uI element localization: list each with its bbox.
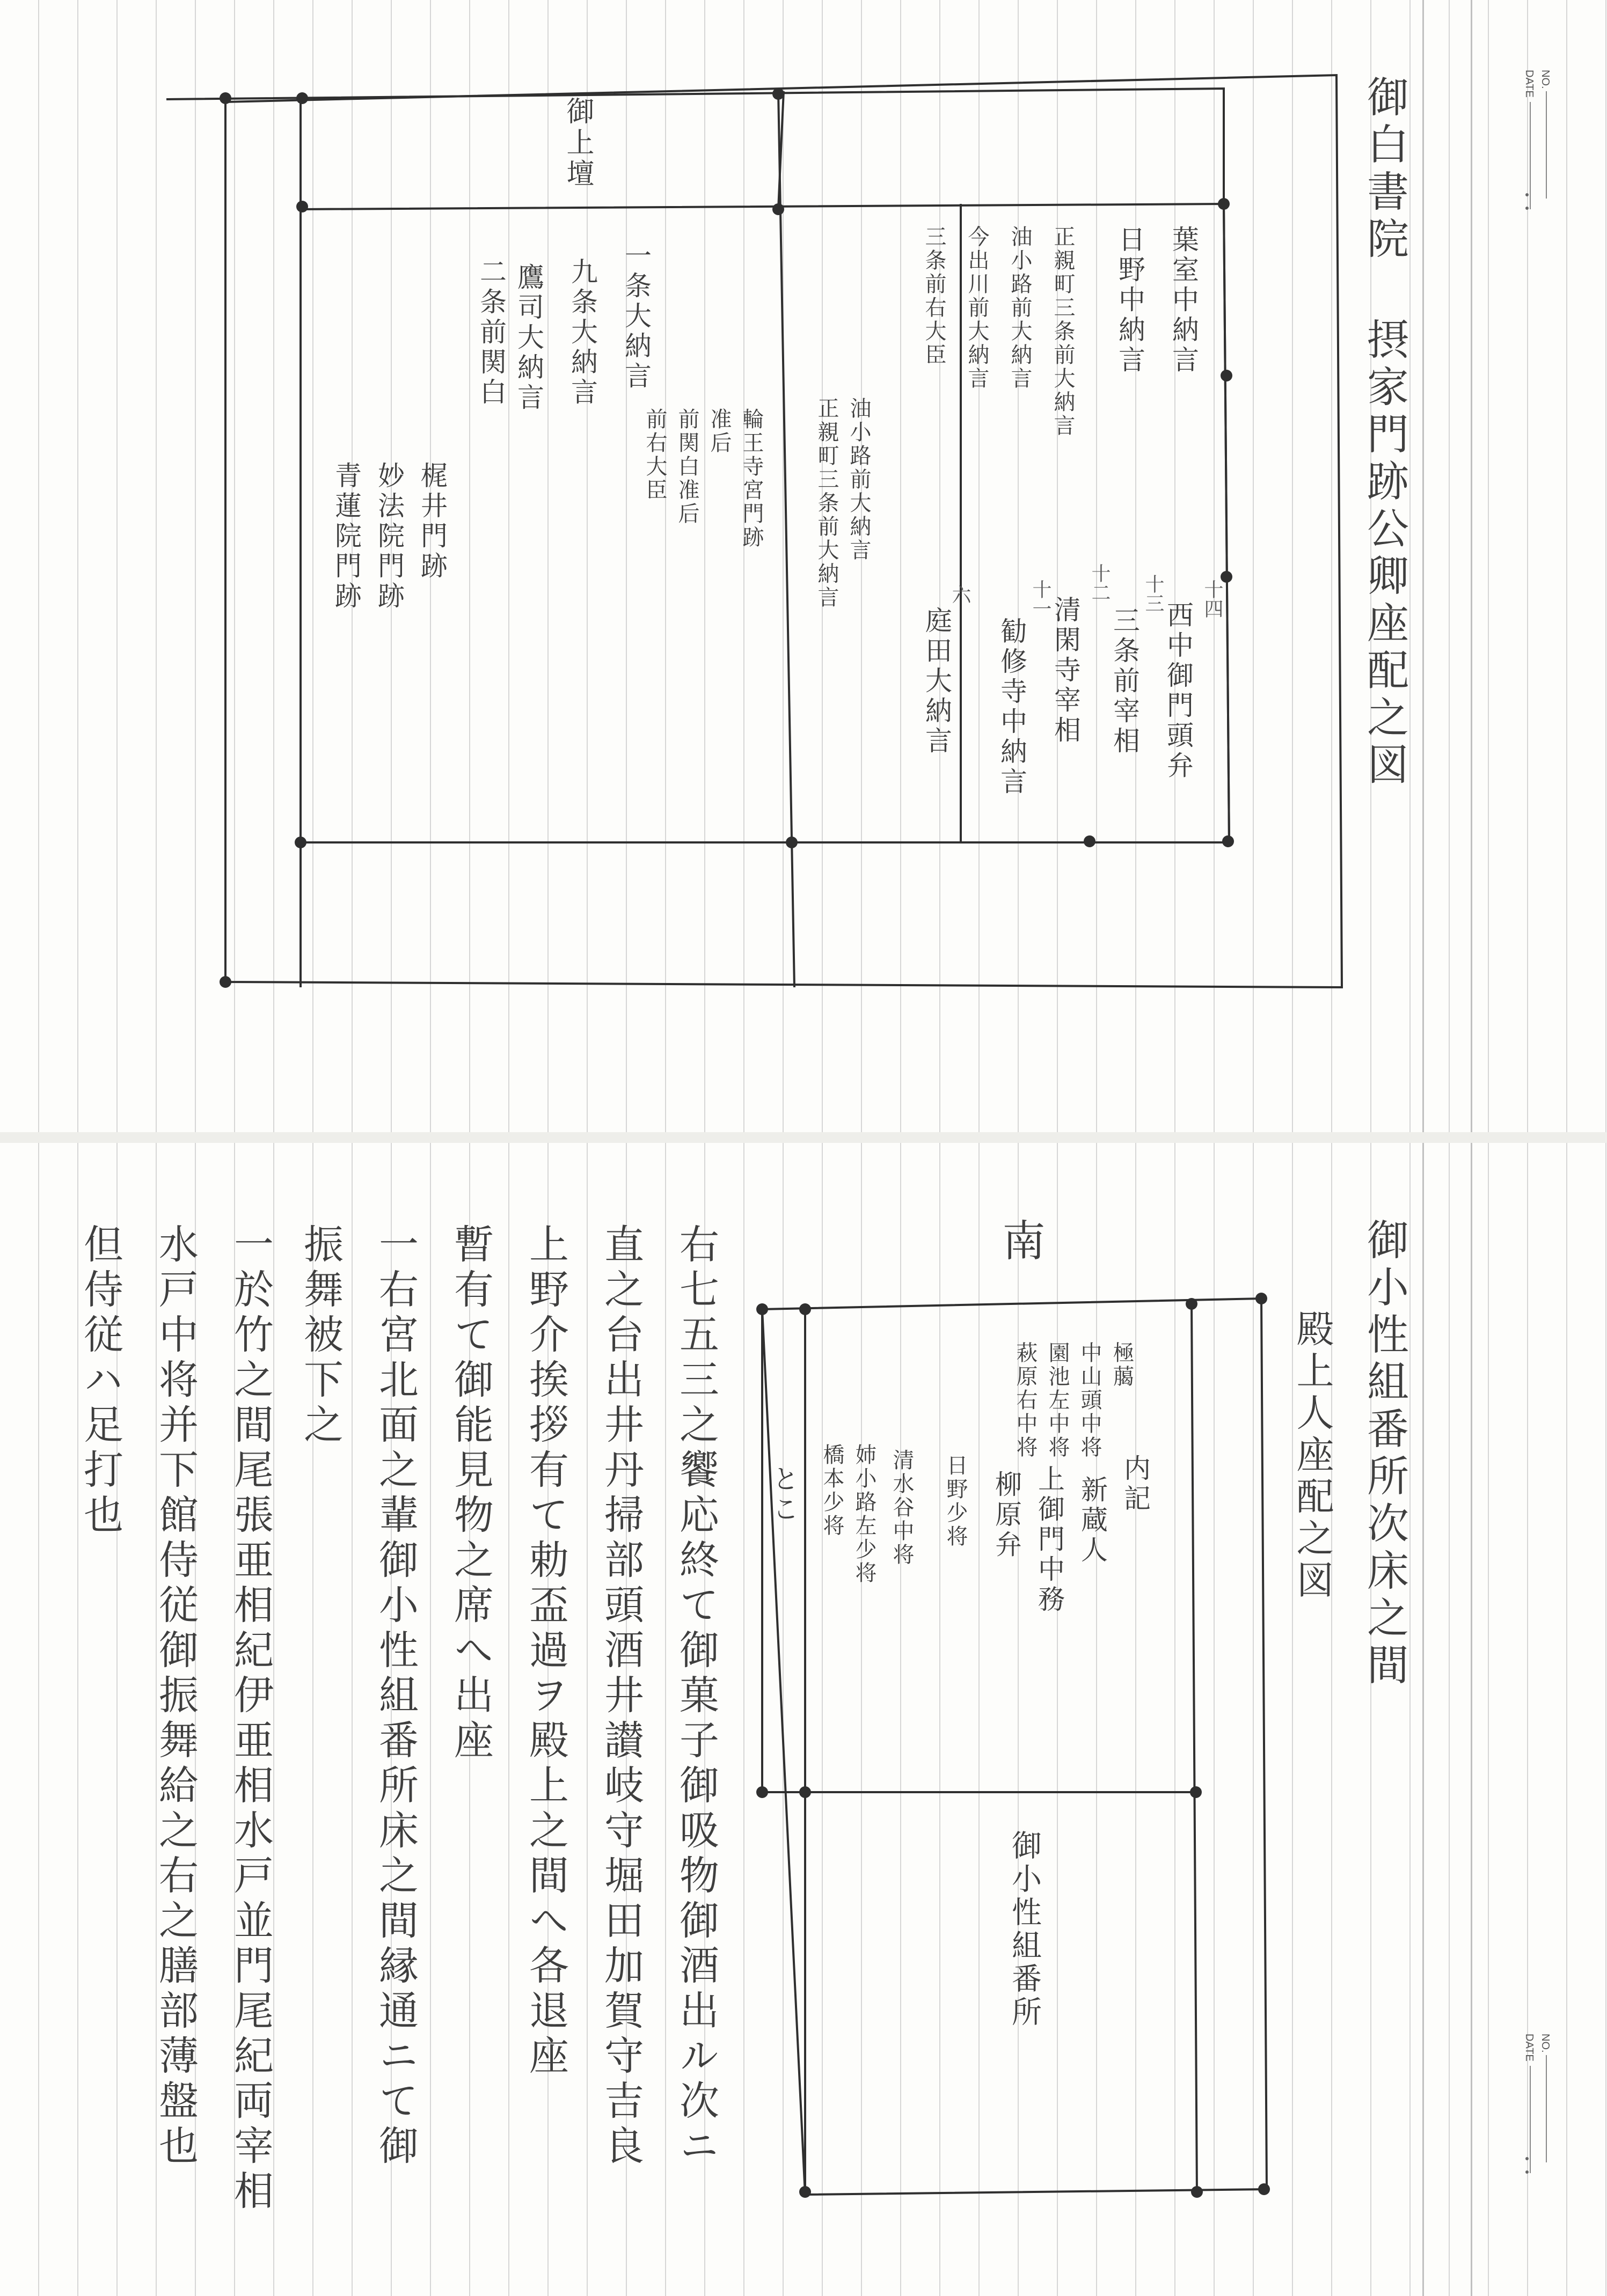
seat-name: 葉室中納言 (1168, 225, 1199, 376)
date-dot (1525, 2170, 1529, 2174)
seat-name: 准后 (707, 408, 732, 455)
page-subtitle: 殿上人座配之図 (1290, 1309, 1334, 1602)
date-dot (1525, 2157, 1529, 2160)
corner-node (1218, 198, 1230, 210)
page-header (1492, 59, 1557, 231)
seat-name: 中山頭中将 (1077, 1341, 1102, 1459)
top-extension (166, 89, 1224, 204)
corner-node (220, 976, 231, 988)
date-label: DATE (1523, 2034, 1535, 2062)
body-text-column: 振舞被下之 (297, 1223, 344, 1449)
seat-name: 青蓮院門跡 (331, 461, 362, 612)
seat-name: 橋本少将 (820, 1443, 844, 1538)
corner-node (296, 92, 308, 104)
body-text-column: 水戸中将并下館侍従御振舞給之右之膳部薄盤也 (152, 1223, 199, 2170)
body-text-column: 上野介挨拶有て勅盃過ヲ殿上之間へ各退座 (523, 1223, 569, 2080)
body-text-column: 一於竹之間尾張亜相紀伊亜相水戸並門尾紀両宰相 (228, 1223, 274, 2215)
seat-name: 内記 (1120, 1454, 1151, 1514)
corner-node (786, 837, 798, 848)
body-text-column: 右七五三之饗応終て御菓子御吸物御酒出ル次ニ (673, 1223, 719, 2170)
seat-name: 清水谷中将 (889, 1449, 914, 1567)
corner-node (799, 1786, 811, 1798)
seat-name: 勧修寺中納言 (996, 617, 1027, 797)
corner-node (799, 1303, 811, 1315)
margin-line (1471, 0, 1472, 1132)
seat-name: 清閑寺宰相 (1050, 596, 1081, 746)
seat-name: 三条前右大臣 (922, 225, 946, 367)
margin-line (1422, 0, 1424, 1132)
seat-number: 十二 (1089, 563, 1111, 602)
seat-name: 二条前関白 (476, 258, 507, 408)
seat-name: 日野少将 (943, 1454, 968, 1549)
room-label: 御小性組番所 (1007, 1830, 1042, 2029)
seat-number: 十四 (1201, 579, 1223, 618)
seat-name: 正親町三条前大納言 (1050, 225, 1075, 438)
corner-node (1191, 2186, 1203, 2198)
throne-label: 御上壇 (561, 97, 594, 190)
seat-number: 六 (949, 585, 971, 604)
header-rule (1530, 102, 1531, 209)
seat-name: 鷹司大納言 (513, 263, 544, 413)
header-rule (1530, 2066, 1531, 2173)
seat-name: 新蔵人 (1077, 1476, 1108, 1566)
page-title: 御小性組番所次床之間 (1360, 1218, 1408, 1690)
seat-name: 妙法院門跡 (374, 461, 405, 612)
south-label: 南 (995, 1218, 1045, 1261)
seat-number: 十三 (1142, 574, 1164, 613)
seating-diagram (0, 0, 1422, 1132)
margin-line (1471, 1143, 1472, 2296)
seat-name: 九条大納言 (567, 258, 598, 408)
page-header (1492, 2023, 1557, 2195)
body-text-column: 直之台出井丹掃部頭酒井讃岐守堀田加賀守吉良 (598, 1223, 644, 2170)
body-text-column: 暫有て御能見物之席へ出座 (448, 1223, 494, 1764)
seat-name: 油小路前大納言 (1007, 225, 1032, 391)
seat-name: 正親町三条前大納言 (814, 397, 839, 610)
date-label: DATE (1523, 70, 1535, 98)
seat-name: 前関白准后 (675, 408, 699, 526)
seat-name: 梶井門跡 (417, 461, 448, 582)
date-dot (1525, 207, 1529, 210)
seat-name: 日野中納言 (1114, 225, 1145, 376)
corner-node (296, 201, 308, 212)
date-dot (1525, 193, 1529, 196)
corner-node (1084, 835, 1095, 847)
bottom-page (0, 1143, 1607, 2296)
header-rule (1546, 91, 1547, 199)
corner-node (1255, 1293, 1267, 1304)
top-page (0, 0, 1607, 1132)
tokonoma-label: とこ (768, 1465, 799, 1525)
page-title: 御白書院 摂家門跡公卿座配之図 (1360, 75, 1408, 790)
corner-node (295, 837, 306, 848)
seat-name: 庭田大納言 (921, 606, 952, 757)
seat-name: 萩原右中将 (1013, 1341, 1038, 1459)
seat-name: 柳原弁 (991, 1470, 1022, 1560)
seat-name: 一条大納言 (620, 241, 652, 392)
corner-node (772, 88, 784, 100)
corner-node (1258, 2183, 1270, 2195)
corner-node (220, 92, 231, 104)
corner-node (1190, 1786, 1202, 1798)
seat-name: 姉小路左少将 (852, 1443, 876, 1585)
corner-node (1222, 835, 1234, 847)
seat-name: 三条前宰相 (1109, 606, 1140, 757)
corner-node (799, 2186, 811, 2198)
seat-name: 今出川前大納言 (965, 225, 989, 391)
middle-divider (778, 91, 794, 987)
seat-name: 西中御門頭弁 (1163, 601, 1194, 781)
seat-name: 油小路前大納言 (846, 397, 871, 562)
corner-node (1186, 1298, 1197, 1310)
seat-name: 上御門中務 (1034, 1465, 1065, 1615)
seat-name: 前右大臣 (642, 408, 667, 502)
corner-node (1221, 370, 1232, 382)
seat-name: 輪王寺宮門跡 (739, 408, 764, 549)
no-label: NO. (1539, 2034, 1551, 2053)
corner-node (756, 1786, 768, 1798)
seat-name: 極﨟 (1109, 1341, 1134, 1389)
body-text-column: 但侍従ハ足打也 (77, 1223, 123, 1539)
header-rule (1546, 2055, 1547, 2162)
corner-node (756, 1303, 768, 1315)
inner-border (1192, 1304, 1197, 2195)
body-text-column: 一右宮北面之輩御小性組番所床之間縁通ニて御 (372, 1223, 419, 2170)
seat-name: 園池左中将 (1045, 1341, 1070, 1459)
margin-line (1422, 1143, 1424, 2296)
right-rail (1224, 204, 1229, 842)
corner-node (772, 203, 784, 215)
page-gap (0, 1132, 1607, 1143)
no-label: NO. (1539, 70, 1551, 89)
seat-number: 十一 (1029, 579, 1051, 618)
